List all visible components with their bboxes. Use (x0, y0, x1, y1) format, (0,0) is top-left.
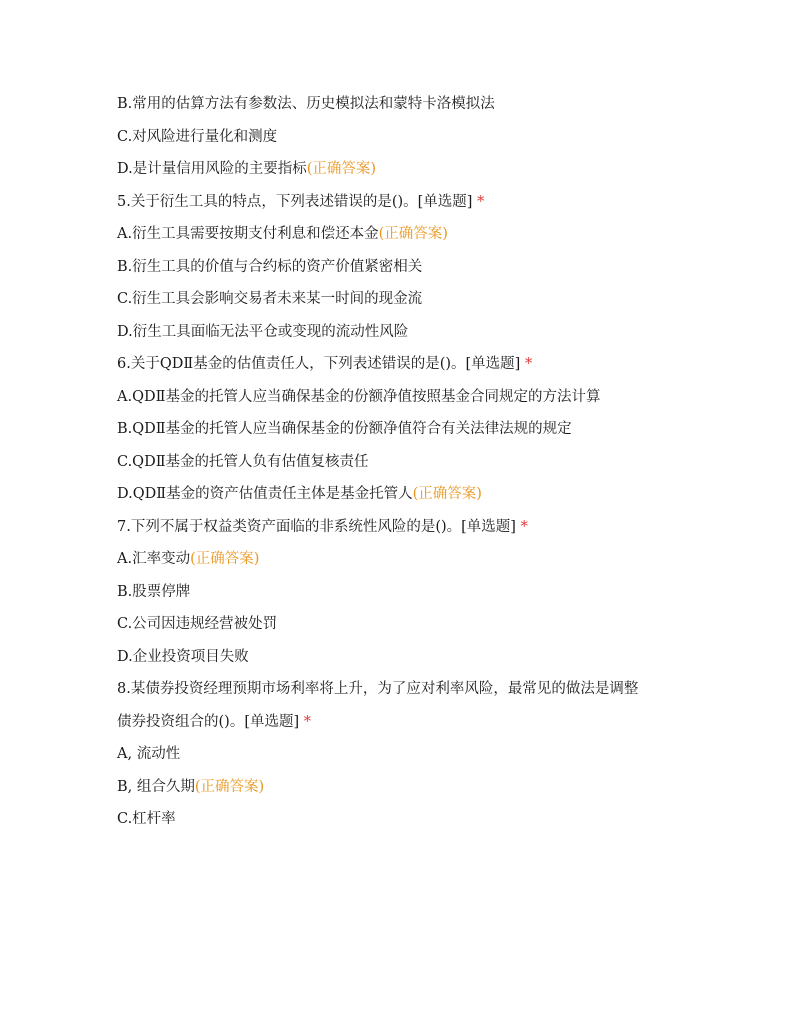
q8-option-a-text: A, 流动性 (117, 746, 181, 762)
q6-option-c[interactable] (117, 452, 677, 472)
q5-option-c-text: C.衍生工具会影响交易者未来某一时间的现金流 (117, 291, 423, 307)
q8-option-b[interactable] (117, 777, 677, 797)
correct-answer-mark: (正确答案) (194, 778, 265, 795)
q4-option-b-text: B.常用的估算方法有参数法、历史模拟法和蒙特卡洛模拟法 (117, 96, 495, 112)
q5-stem-text: 5.关于衍生工具的特点，下列表述错误的是()。[单选题] (117, 193, 473, 210)
q8-option-c-text: C.杠杆率 (117, 811, 176, 827)
q7-stem (117, 517, 677, 537)
q8-stem-line2 (117, 712, 677, 732)
required-asterisk: * (477, 193, 485, 210)
q5-option-c[interactable] (117, 289, 677, 309)
q6-option-b-text: B.QDⅡ基金的托管人应当确保基金的份额净值符合有关法律法规的规定 (117, 421, 572, 437)
q6-option-c-text: C.QDⅡ基金的托管人负有估值复核责任 (117, 453, 369, 470)
q6-option-d[interactable] (117, 484, 677, 504)
q5-stem (117, 192, 677, 212)
q7-option-b[interactable] (117, 582, 677, 602)
required-asterisk: * (303, 713, 311, 730)
q7-option-a[interactable] (117, 549, 677, 569)
q8-option-a[interactable] (117, 744, 677, 764)
q4-option-c[interactable] (117, 127, 677, 147)
q7-option-a-text: A.汇率变动 (117, 551, 191, 567)
q8-option-b-text: B, 组合久期 (117, 778, 195, 795)
q8-stem-text-2: 债券投资组合的()。[单选题] (117, 713, 300, 730)
q4-option-b[interactable] (117, 94, 677, 114)
q6-option-b[interactable] (117, 419, 677, 439)
q6-option-d-text: D.QDⅡ基金的资产估值责任主体是基金托管人 (117, 486, 413, 502)
q8-stem-line1 (117, 679, 677, 699)
required-asterisk: * (524, 356, 533, 372)
q5-option-a[interactable] (117, 224, 677, 244)
correct-answer-mark: (正确答案) (378, 226, 448, 242)
q7-option-c[interactable] (117, 614, 677, 634)
q5-option-d-text: D.衍生工具面临无法平仓或变现的流动性风险 (117, 323, 409, 340)
exam-page (117, 94, 677, 842)
q5-option-b[interactable] (117, 257, 677, 277)
q8-option-c[interactable] (117, 809, 677, 829)
q8-stem-text-1: 8.某债券投资经理预期市场利率将上升，为了应对利率风险，最常见的做法是调整 (117, 681, 639, 697)
correct-answer-mark: (正确答案) (412, 486, 482, 502)
q5-option-b-text: B.衍生工具的价值与合约标的资产价值紧密相关 (117, 258, 423, 275)
q6-option-a-text: A.QDⅡ基金的托管人应当确保基金的份额净值按照基金合同规定的方法计算 (117, 388, 601, 405)
q7-option-b-text: B.股票停牌 (117, 583, 191, 600)
q5-option-d[interactable] (117, 322, 677, 342)
q6-stem (117, 354, 677, 374)
q7-option-d[interactable] (117, 647, 677, 667)
q4-option-d-text: D.是计量信用风险的主要指标 (117, 161, 307, 177)
correct-answer-mark: (正确答案) (190, 551, 260, 567)
q4-option-d[interactable] (117, 159, 677, 179)
q7-option-c-text: C.公司因违规经营被处罚 (117, 616, 278, 632)
required-asterisk: * (520, 518, 528, 535)
q7-stem-text: 7.下列不属于权益类资产面临的非系统性风险的是()。[单选题] (117, 518, 516, 535)
correct-answer-mark: (正确答案) (306, 161, 377, 177)
q6-option-a[interactable] (117, 387, 677, 407)
q7-option-d-text: D.企业投资项目失败 (117, 648, 249, 665)
q4-option-c-text: C.对风险进行量化和测度 (117, 128, 278, 145)
q5-option-a-text: A.衍生工具需要按期支付利息和偿还本金 (117, 226, 379, 242)
q6-stem-text: 6.关于QDⅡ基金的估值责任人，下列表述错误的是()。[单选题] (117, 356, 521, 372)
